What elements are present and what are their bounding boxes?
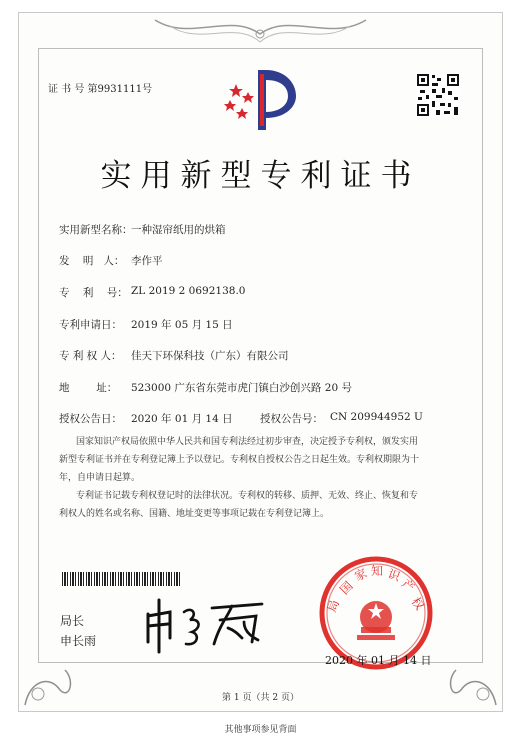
svg-text:知: 知	[371, 564, 384, 578]
utility-model-name-label: 实用新型名称：	[59, 224, 133, 236]
top-ornament	[150, 12, 371, 52]
patent-number-value: ZL 2019 2 0692138.0	[131, 285, 246, 297]
cnipa-logo-icon	[222, 66, 302, 134]
paragraph-1-line-1: 国家知识产权局依照中华人民共和国专利法经过初步审查，决定授予专利权，颁发实用	[76, 437, 419, 447]
seal-date: 2020 年 01 月 14 日	[325, 654, 432, 667]
address-label: 地 址：	[59, 382, 118, 394]
svg-text:产: 产	[399, 576, 418, 595]
svg-text:家: 家	[352, 565, 370, 584]
director-signature	[140, 594, 270, 654]
paragraph-2-line-1: 专利证书记载专利权登记时的法律状况。专利权的转移、质押、无效、终止、恢复和专	[76, 491, 419, 501]
patentee-label: 专 利 权 人：	[59, 350, 122, 362]
paragraph-1-line-3: 年，自申请日起算。	[59, 473, 141, 483]
grant-date-label: 授权公告日：	[59, 413, 122, 425]
svg-text:权: 权	[408, 594, 427, 613]
svg-text:局: 局	[324, 597, 342, 615]
certificate-title: 实用新型专利证书	[100, 158, 421, 194]
inventor-value: 李作平	[131, 255, 163, 267]
director-title: 局长	[60, 614, 85, 628]
filing-date-value: 2019 年 05 月 15 日	[131, 319, 233, 331]
grant-date-value: 2020 年 01 月 14 日	[131, 413, 233, 425]
certificate-number: 证 书 号 第9931111号	[48, 84, 153, 95]
svg-text:识: 识	[385, 566, 403, 584]
patentee-value: 佳天下环保科技（广东）有限公司	[131, 350, 289, 362]
director-name: 申长雨	[60, 634, 97, 648]
grant-number-value: CN 209944952 U	[330, 411, 423, 423]
paragraph-1-line-2: 新型专利证书并在专利登记簿上予以登记。专利权自授权公告之日起生效。专利权期限为十	[59, 455, 420, 465]
barcode-icon	[62, 572, 180, 586]
inventor-label: 发 明 人：	[59, 255, 125, 267]
back-note: 其他事项参见背面	[224, 725, 297, 735]
qr-code-icon	[416, 73, 460, 117]
svg-text:国: 国	[337, 578, 356, 598]
page-indicator: 第 1 页（共 2 页）	[222, 693, 299, 703]
patent-number-label: 专 利 号：	[59, 287, 128, 299]
address-value: 523000 广东省东莞市虎门镇白沙创兴路 20 号	[131, 382, 352, 394]
utility-model-name-value: 一种湿帘纸用的烘箱	[131, 224, 226, 236]
paragraph-2-line-2: 利权人的姓名或名称、国籍、地址变更等事项记载在专利登记簿上。	[59, 509, 330, 519]
grant-number-label: 授权公告号：	[260, 413, 323, 425]
filing-date-label: 专利申请日：	[59, 319, 122, 331]
